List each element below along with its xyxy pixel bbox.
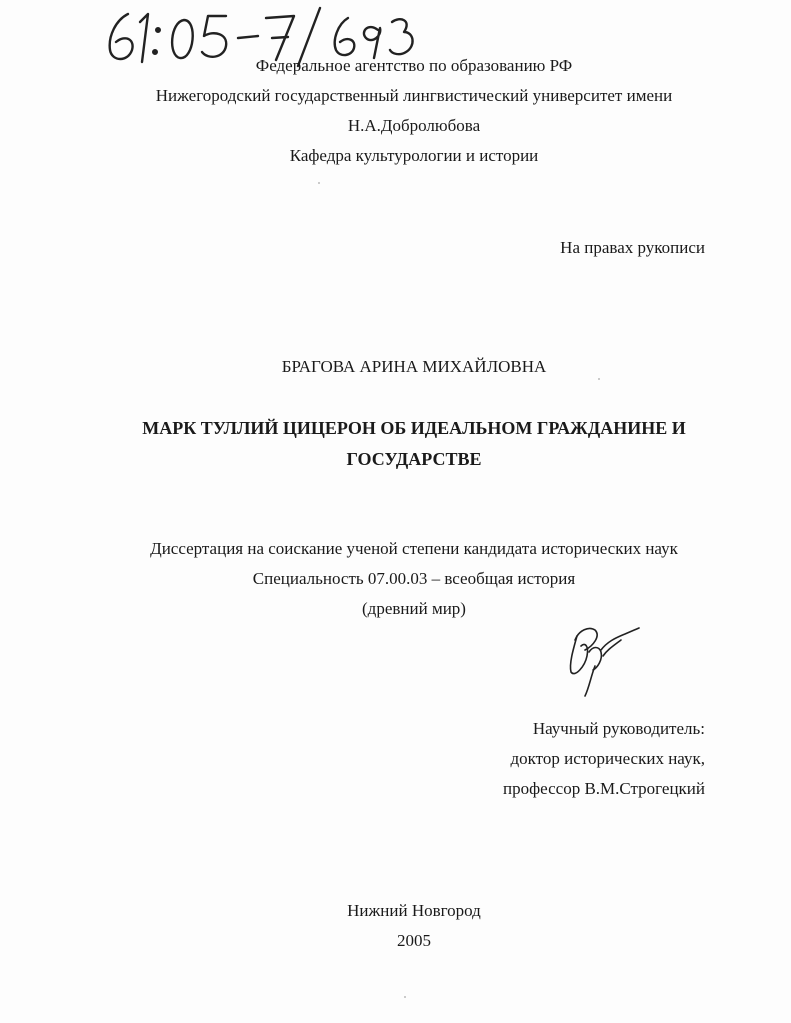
scan-speck — [318, 182, 320, 184]
signature — [555, 616, 645, 700]
specialty-subfield: (древний мир) — [362, 599, 466, 618]
author-name: БРАГОВА АРИНА МИХАЙЛОВНА — [281, 357, 547, 376]
thesis-title-line2: ГОСУДАРСТВЕ — [346, 449, 482, 469]
scan-speck — [598, 378, 600, 380]
department-name: Кафедра культурологии и истории — [289, 146, 539, 165]
scan-speck — [404, 996, 406, 998]
supervisor-role: Научный руководитель: — [532, 719, 705, 738]
year: 2005 — [397, 931, 431, 950]
thesis-title-line1: МАРК ТУЛЛИЙ ЦИЦЕРОН ОБ ИДЕАЛЬНОМ ГРАЖДАНИНЕ И — [142, 418, 686, 438]
degree-line1: Диссертация на соискание ученой степени кандидата исторических наук — [150, 539, 678, 558]
university-name-line1: Нижегородский государственный лингвистический университет имени — [155, 86, 673, 105]
supervisor-name: профессор В.М.Строгецкий — [503, 779, 705, 798]
supervisor-degree: доктор исторических наук, — [510, 749, 705, 768]
agency-name: Федеральное агентство по образованию РФ — [255, 56, 573, 75]
university-name-line2: Н.А.Добролюбова — [347, 116, 481, 135]
manuscript-note: На правах рукописи — [560, 238, 705, 257]
city: Нижний Новгород — [347, 901, 481, 920]
specialty-line: Специальность 07.00.03 – всеобщая история — [252, 569, 576, 588]
